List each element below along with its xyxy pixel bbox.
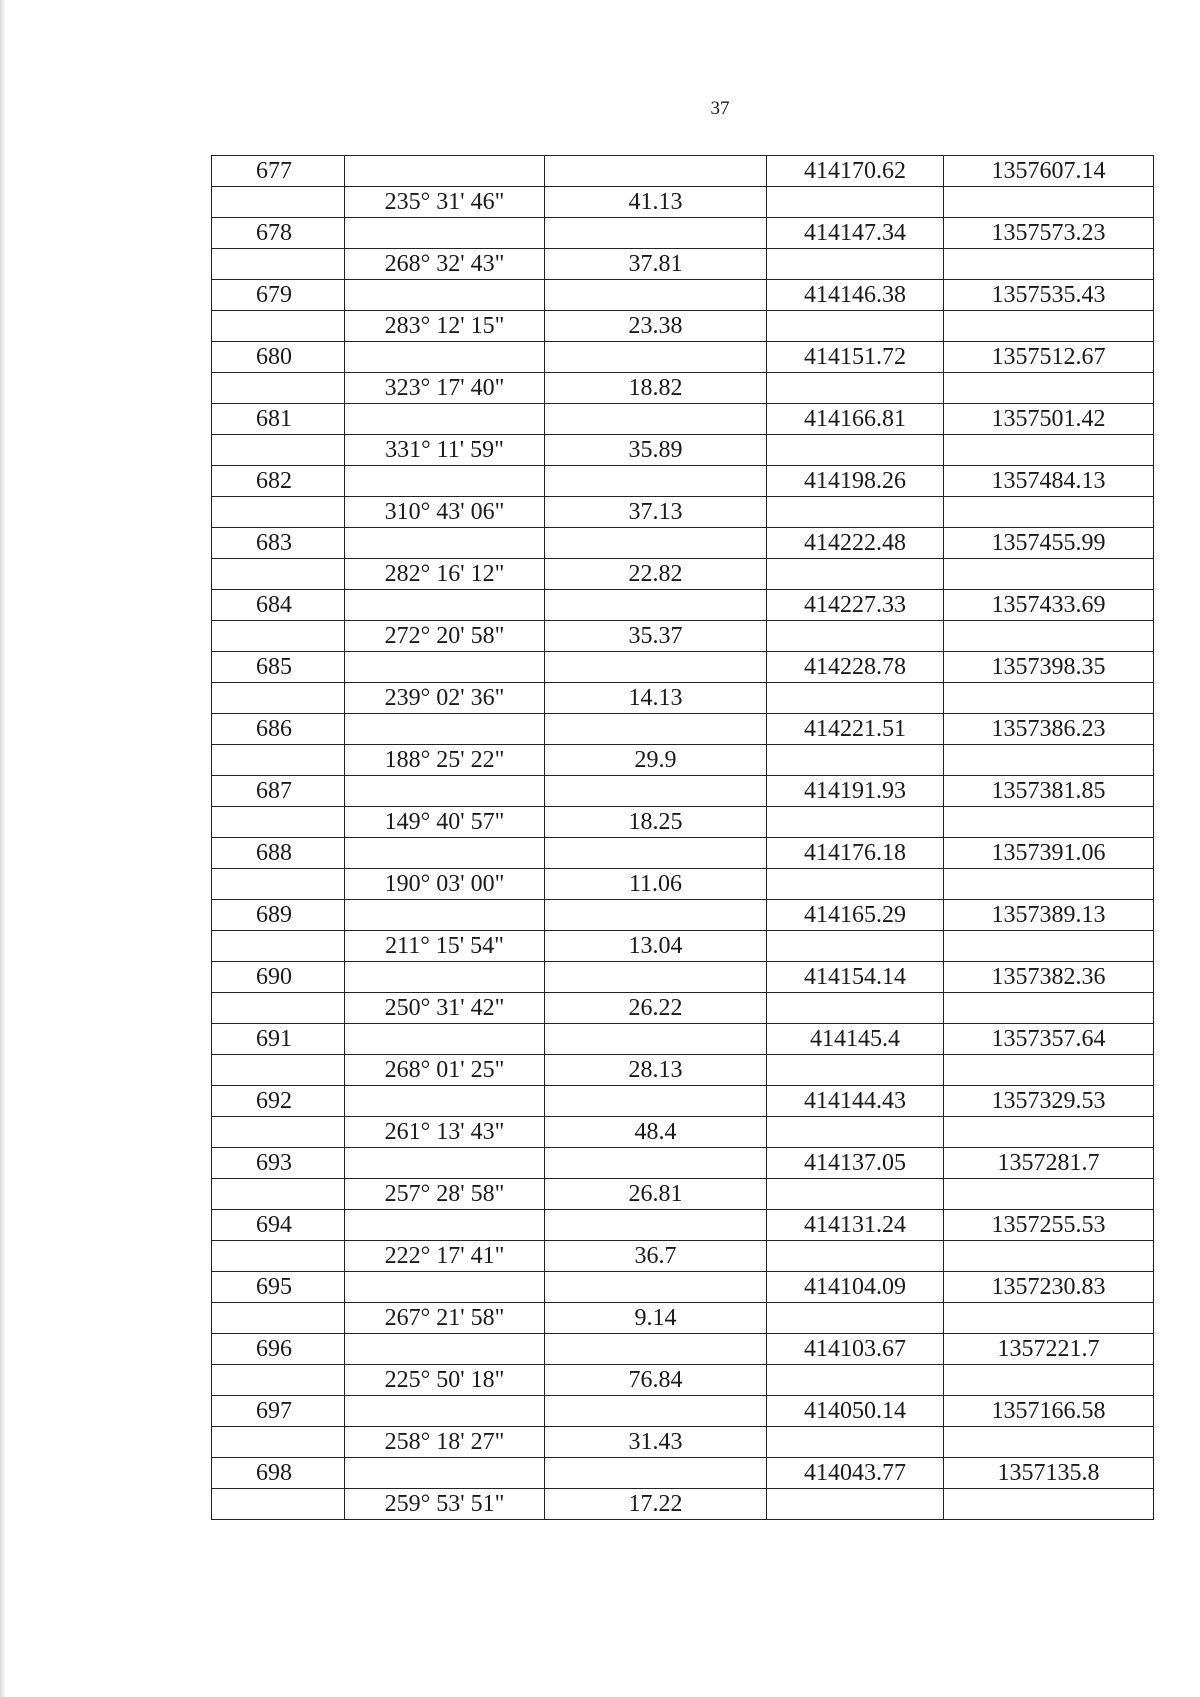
easting-cell bbox=[944, 1427, 1154, 1458]
easting-cell: 1357281.7 bbox=[944, 1148, 1154, 1179]
distance-cell bbox=[545, 466, 767, 497]
northing-cell bbox=[767, 1489, 944, 1520]
northing-cell: 414137.05 bbox=[767, 1148, 944, 1179]
bearing-cell: 310° 43' 06" bbox=[345, 497, 545, 528]
point-number-cell bbox=[212, 1489, 345, 1520]
point-number-cell: 687 bbox=[212, 776, 345, 807]
northing-cell bbox=[767, 249, 944, 280]
easting-cell bbox=[944, 311, 1154, 342]
easting-cell bbox=[944, 1117, 1154, 1148]
survey-coordinates-table bbox=[211, 155, 1154, 1520]
table-row bbox=[212, 528, 1154, 559]
northing-cell: 414146.38 bbox=[767, 280, 944, 311]
northing-cell bbox=[767, 559, 944, 590]
northing-cell: 414221.51 bbox=[767, 714, 944, 745]
northing-cell: 414131.24 bbox=[767, 1210, 944, 1241]
distance-cell: 18.82 bbox=[545, 373, 767, 404]
table-row bbox=[212, 342, 1154, 373]
point-number-cell: 693 bbox=[212, 1148, 345, 1179]
northing-cell bbox=[767, 1365, 944, 1396]
point-number-cell: 685 bbox=[212, 652, 345, 683]
point-number-cell: 688 bbox=[212, 838, 345, 869]
northing-cell bbox=[767, 621, 944, 652]
distance-cell: 37.81 bbox=[545, 249, 767, 280]
bearing-cell: 268° 01' 25" bbox=[345, 1055, 545, 1086]
northing-cell bbox=[767, 187, 944, 218]
easting-cell: 1357221.7 bbox=[944, 1334, 1154, 1365]
distance-cell: 22.82 bbox=[545, 559, 767, 590]
easting-cell bbox=[944, 745, 1154, 776]
easting-cell bbox=[944, 559, 1154, 590]
easting-cell bbox=[944, 187, 1154, 218]
distance-cell: 35.37 bbox=[545, 621, 767, 652]
bearing-cell: 222° 17' 41" bbox=[345, 1241, 545, 1272]
bearing-cell: 259° 53' 51" bbox=[345, 1489, 545, 1520]
table-row bbox=[212, 1396, 1154, 1427]
table-row bbox=[212, 218, 1154, 249]
distance-cell bbox=[545, 280, 767, 311]
distance-cell bbox=[545, 838, 767, 869]
table-row bbox=[212, 590, 1154, 621]
northing-cell bbox=[767, 1427, 944, 1458]
bearing-cell: 258° 18' 27" bbox=[345, 1427, 545, 1458]
bearing-cell: 239° 02' 36" bbox=[345, 683, 545, 714]
easting-cell: 1357166.58 bbox=[944, 1396, 1154, 1427]
bearing-cell bbox=[345, 1272, 545, 1303]
distance-cell bbox=[545, 1024, 767, 1055]
northing-cell bbox=[767, 807, 944, 838]
northing-cell: 414222.48 bbox=[767, 528, 944, 559]
northing-cell bbox=[767, 1241, 944, 1272]
bearing-cell: 283° 12' 15" bbox=[345, 311, 545, 342]
distance-cell bbox=[545, 714, 767, 745]
distance-cell bbox=[545, 1458, 767, 1489]
bearing-cell bbox=[345, 962, 545, 993]
bearing-cell bbox=[345, 900, 545, 931]
bearing-cell bbox=[345, 1210, 545, 1241]
distance-cell bbox=[545, 528, 767, 559]
point-number-cell: 679 bbox=[212, 280, 345, 311]
northing-cell: 414050.14 bbox=[767, 1396, 944, 1427]
distance-cell: 26.81 bbox=[545, 1179, 767, 1210]
northing-cell: 414145.4 bbox=[767, 1024, 944, 1055]
easting-cell: 1357501.42 bbox=[944, 404, 1154, 435]
bearing-cell bbox=[345, 218, 545, 249]
point-number-cell: 691 bbox=[212, 1024, 345, 1055]
easting-cell: 1357386.23 bbox=[944, 714, 1154, 745]
bearing-cell bbox=[345, 280, 545, 311]
bearing-cell: 190° 03' 00" bbox=[345, 869, 545, 900]
bearing-cell: 272° 20' 58" bbox=[345, 621, 545, 652]
northing-cell bbox=[767, 869, 944, 900]
bearing-cell: 268° 32' 43" bbox=[345, 249, 545, 280]
northing-cell bbox=[767, 1179, 944, 1210]
easting-cell bbox=[944, 1055, 1154, 1086]
bearing-cell bbox=[345, 342, 545, 373]
bearing-cell bbox=[345, 776, 545, 807]
distance-cell bbox=[545, 1086, 767, 1117]
table-row bbox=[212, 900, 1154, 931]
point-number-cell: 680 bbox=[212, 342, 345, 373]
distance-cell bbox=[545, 776, 767, 807]
table-row bbox=[212, 311, 1154, 342]
easting-cell bbox=[944, 249, 1154, 280]
easting-cell bbox=[944, 1365, 1154, 1396]
northing-cell bbox=[767, 1303, 944, 1334]
bearing-cell bbox=[345, 156, 545, 187]
point-number-cell bbox=[212, 311, 345, 342]
point-number-cell: 689 bbox=[212, 900, 345, 931]
bearing-cell: 257° 28' 58" bbox=[345, 1179, 545, 1210]
point-number-cell bbox=[212, 373, 345, 404]
table-row bbox=[212, 776, 1154, 807]
northing-cell: 414227.33 bbox=[767, 590, 944, 621]
scan-edge bbox=[0, 0, 6, 1697]
point-number-cell bbox=[212, 1427, 345, 1458]
point-number-cell: 686 bbox=[212, 714, 345, 745]
northing-cell: 414166.81 bbox=[767, 404, 944, 435]
easting-cell: 1357255.53 bbox=[944, 1210, 1154, 1241]
northing-cell bbox=[767, 373, 944, 404]
easting-cell: 1357433.69 bbox=[944, 590, 1154, 621]
northing-cell bbox=[767, 993, 944, 1024]
table-row bbox=[212, 931, 1154, 962]
point-number-cell bbox=[212, 1055, 345, 1086]
point-number-cell bbox=[212, 435, 345, 466]
bearing-cell bbox=[345, 1148, 545, 1179]
point-number-cell: 683 bbox=[212, 528, 345, 559]
distance-cell bbox=[545, 156, 767, 187]
easting-cell bbox=[944, 683, 1154, 714]
easting-cell: 1357381.85 bbox=[944, 776, 1154, 807]
distance-cell bbox=[545, 1272, 767, 1303]
northing-cell: 414103.67 bbox=[767, 1334, 944, 1365]
table-row bbox=[212, 1210, 1154, 1241]
point-number-cell bbox=[212, 559, 345, 590]
easting-cell bbox=[944, 807, 1154, 838]
bearing-cell bbox=[345, 1334, 545, 1365]
distance-cell bbox=[545, 590, 767, 621]
table-row bbox=[212, 683, 1154, 714]
table-row bbox=[212, 807, 1154, 838]
bearing-cell: 188° 25' 22" bbox=[345, 745, 545, 776]
distance-cell: 17.22 bbox=[545, 1489, 767, 1520]
distance-cell bbox=[545, 218, 767, 249]
distance-cell: 29.9 bbox=[545, 745, 767, 776]
easting-cell bbox=[944, 1303, 1154, 1334]
distance-cell: 31.43 bbox=[545, 1427, 767, 1458]
northing-cell: 414147.34 bbox=[767, 218, 944, 249]
table-row bbox=[212, 156, 1154, 187]
northing-cell: 414144.43 bbox=[767, 1086, 944, 1117]
table-row bbox=[212, 745, 1154, 776]
point-number-cell bbox=[212, 807, 345, 838]
point-number-cell: 698 bbox=[212, 1458, 345, 1489]
distance-cell: 23.38 bbox=[545, 311, 767, 342]
table-row bbox=[212, 1427, 1154, 1458]
point-number-cell bbox=[212, 1117, 345, 1148]
table-row bbox=[212, 373, 1154, 404]
point-number-cell bbox=[212, 187, 345, 218]
table-row bbox=[212, 435, 1154, 466]
distance-cell: 26.22 bbox=[545, 993, 767, 1024]
point-number-cell bbox=[212, 1303, 345, 1334]
point-number-cell: 681 bbox=[212, 404, 345, 435]
easting-cell: 1357535.43 bbox=[944, 280, 1154, 311]
distance-cell: 35.89 bbox=[545, 435, 767, 466]
easting-cell bbox=[944, 435, 1154, 466]
point-number-cell: 677 bbox=[212, 156, 345, 187]
table-row bbox=[212, 838, 1154, 869]
point-number-cell: 694 bbox=[212, 1210, 345, 1241]
table-row bbox=[212, 1241, 1154, 1272]
bearing-cell: 331° 11' 59" bbox=[345, 435, 545, 466]
northing-cell: 414151.72 bbox=[767, 342, 944, 373]
easting-cell bbox=[944, 1241, 1154, 1272]
distance-cell bbox=[545, 342, 767, 373]
bearing-cell bbox=[345, 1396, 545, 1427]
easting-cell: 1357484.13 bbox=[944, 466, 1154, 497]
table-row bbox=[212, 1055, 1154, 1086]
table-row bbox=[212, 1086, 1154, 1117]
northing-cell: 414165.29 bbox=[767, 900, 944, 931]
point-number-cell: 690 bbox=[212, 962, 345, 993]
table-row bbox=[212, 652, 1154, 683]
easting-cell: 1357607.14 bbox=[944, 156, 1154, 187]
northing-cell bbox=[767, 931, 944, 962]
bearing-cell: 323° 17' 40" bbox=[345, 373, 545, 404]
northing-cell: 414104.09 bbox=[767, 1272, 944, 1303]
distance-cell: 28.13 bbox=[545, 1055, 767, 1086]
point-number-cell bbox=[212, 1241, 345, 1272]
distance-cell: 48.4 bbox=[545, 1117, 767, 1148]
northing-cell: 414191.93 bbox=[767, 776, 944, 807]
bearing-cell bbox=[345, 714, 545, 745]
table-row bbox=[212, 1489, 1154, 1520]
northing-cell: 414176.18 bbox=[767, 838, 944, 869]
point-number-cell: 678 bbox=[212, 218, 345, 249]
bearing-cell bbox=[345, 1458, 545, 1489]
distance-cell: 11.06 bbox=[545, 869, 767, 900]
bearing-cell: 211° 15' 54" bbox=[345, 931, 545, 962]
bearing-cell bbox=[345, 1086, 545, 1117]
page-number: 37 bbox=[710, 98, 730, 119]
distance-cell bbox=[545, 404, 767, 435]
table-row bbox=[212, 869, 1154, 900]
distance-cell: 37.13 bbox=[545, 497, 767, 528]
point-number-cell bbox=[212, 869, 345, 900]
bearing-cell: 235° 31' 46" bbox=[345, 187, 545, 218]
table-row bbox=[212, 1272, 1154, 1303]
table-row bbox=[212, 559, 1154, 590]
point-number-cell bbox=[212, 931, 345, 962]
easting-cell bbox=[944, 1489, 1154, 1520]
easting-cell bbox=[944, 497, 1154, 528]
bearing-cell: 149° 40' 57" bbox=[345, 807, 545, 838]
table-row bbox=[212, 621, 1154, 652]
distance-cell: 9.14 bbox=[545, 1303, 767, 1334]
table-row bbox=[212, 1179, 1154, 1210]
point-number-cell bbox=[212, 249, 345, 280]
table-row bbox=[212, 962, 1154, 993]
table-row bbox=[212, 1148, 1154, 1179]
bearing-cell: 250° 31' 42" bbox=[345, 993, 545, 1024]
bearing-cell bbox=[345, 590, 545, 621]
bearing-cell: 225° 50' 18" bbox=[345, 1365, 545, 1396]
easting-cell: 1357329.53 bbox=[944, 1086, 1154, 1117]
easting-cell: 1357357.64 bbox=[944, 1024, 1154, 1055]
table-row bbox=[212, 497, 1154, 528]
point-number-cell bbox=[212, 683, 345, 714]
table-row bbox=[212, 1458, 1154, 1489]
easting-cell: 1357389.13 bbox=[944, 900, 1154, 931]
table-row bbox=[212, 1117, 1154, 1148]
point-number-cell: 695 bbox=[212, 1272, 345, 1303]
bearing-cell bbox=[345, 652, 545, 683]
distance-cell bbox=[545, 900, 767, 931]
northing-cell bbox=[767, 745, 944, 776]
bearing-cell: 267° 21' 58" bbox=[345, 1303, 545, 1334]
table-row bbox=[212, 1365, 1154, 1396]
table-row bbox=[212, 993, 1154, 1024]
easting-cell bbox=[944, 373, 1154, 404]
easting-cell: 1357135.8 bbox=[944, 1458, 1154, 1489]
distance-cell bbox=[545, 1334, 767, 1365]
point-number-cell bbox=[212, 497, 345, 528]
distance-cell: 18.25 bbox=[545, 807, 767, 838]
easting-cell bbox=[944, 931, 1154, 962]
northing-cell bbox=[767, 435, 944, 466]
distance-cell bbox=[545, 652, 767, 683]
easting-cell: 1357230.83 bbox=[944, 1272, 1154, 1303]
point-number-cell bbox=[212, 621, 345, 652]
point-number-cell bbox=[212, 1179, 345, 1210]
easting-cell bbox=[944, 869, 1154, 900]
northing-cell bbox=[767, 311, 944, 342]
distance-cell: 13.04 bbox=[545, 931, 767, 962]
northing-cell bbox=[767, 497, 944, 528]
table-row bbox=[212, 280, 1154, 311]
northing-cell: 414154.14 bbox=[767, 962, 944, 993]
northing-cell bbox=[767, 1117, 944, 1148]
table-row bbox=[212, 187, 1154, 218]
bearing-cell bbox=[345, 404, 545, 435]
distance-cell: 36.7 bbox=[545, 1241, 767, 1272]
bearing-cell bbox=[345, 838, 545, 869]
distance-cell: 41.13 bbox=[545, 187, 767, 218]
table-row bbox=[212, 1303, 1154, 1334]
easting-cell: 1357573.23 bbox=[944, 218, 1154, 249]
table-row bbox=[212, 714, 1154, 745]
table-row bbox=[212, 466, 1154, 497]
point-number-cell bbox=[212, 745, 345, 776]
easting-cell: 1357398.35 bbox=[944, 652, 1154, 683]
table-row bbox=[212, 1334, 1154, 1365]
distance-cell bbox=[545, 1210, 767, 1241]
northing-cell: 414043.77 bbox=[767, 1458, 944, 1489]
point-number-cell: 684 bbox=[212, 590, 345, 621]
table-row bbox=[212, 249, 1154, 280]
northing-cell: 414198.26 bbox=[767, 466, 944, 497]
bearing-cell: 282° 16' 12" bbox=[345, 559, 545, 590]
point-number-cell bbox=[212, 993, 345, 1024]
distance-cell bbox=[545, 962, 767, 993]
bearing-cell bbox=[345, 528, 545, 559]
northing-cell bbox=[767, 1055, 944, 1086]
bearing-cell: 261° 13' 43" bbox=[345, 1117, 545, 1148]
point-number-cell bbox=[212, 1365, 345, 1396]
table-body bbox=[212, 156, 1154, 1520]
easting-cell bbox=[944, 993, 1154, 1024]
point-number-cell: 697 bbox=[212, 1396, 345, 1427]
northing-cell: 414228.78 bbox=[767, 652, 944, 683]
easting-cell: 1357512.67 bbox=[944, 342, 1154, 373]
table-row bbox=[212, 404, 1154, 435]
easting-cell: 1357382.36 bbox=[944, 962, 1154, 993]
easting-cell bbox=[944, 1179, 1154, 1210]
distance-cell bbox=[545, 1148, 767, 1179]
point-number-cell: 696 bbox=[212, 1334, 345, 1365]
distance-cell: 14.13 bbox=[545, 683, 767, 714]
bearing-cell bbox=[345, 1024, 545, 1055]
easting-cell bbox=[944, 621, 1154, 652]
northing-cell: 414170.62 bbox=[767, 156, 944, 187]
northing-cell bbox=[767, 683, 944, 714]
easting-cell: 1357391.06 bbox=[944, 838, 1154, 869]
distance-cell bbox=[545, 1396, 767, 1427]
point-number-cell: 692 bbox=[212, 1086, 345, 1117]
bearing-cell bbox=[345, 466, 545, 497]
distance-cell: 76.84 bbox=[545, 1365, 767, 1396]
point-number-cell: 682 bbox=[212, 466, 345, 497]
easting-cell: 1357455.99 bbox=[944, 528, 1154, 559]
table-row bbox=[212, 1024, 1154, 1055]
